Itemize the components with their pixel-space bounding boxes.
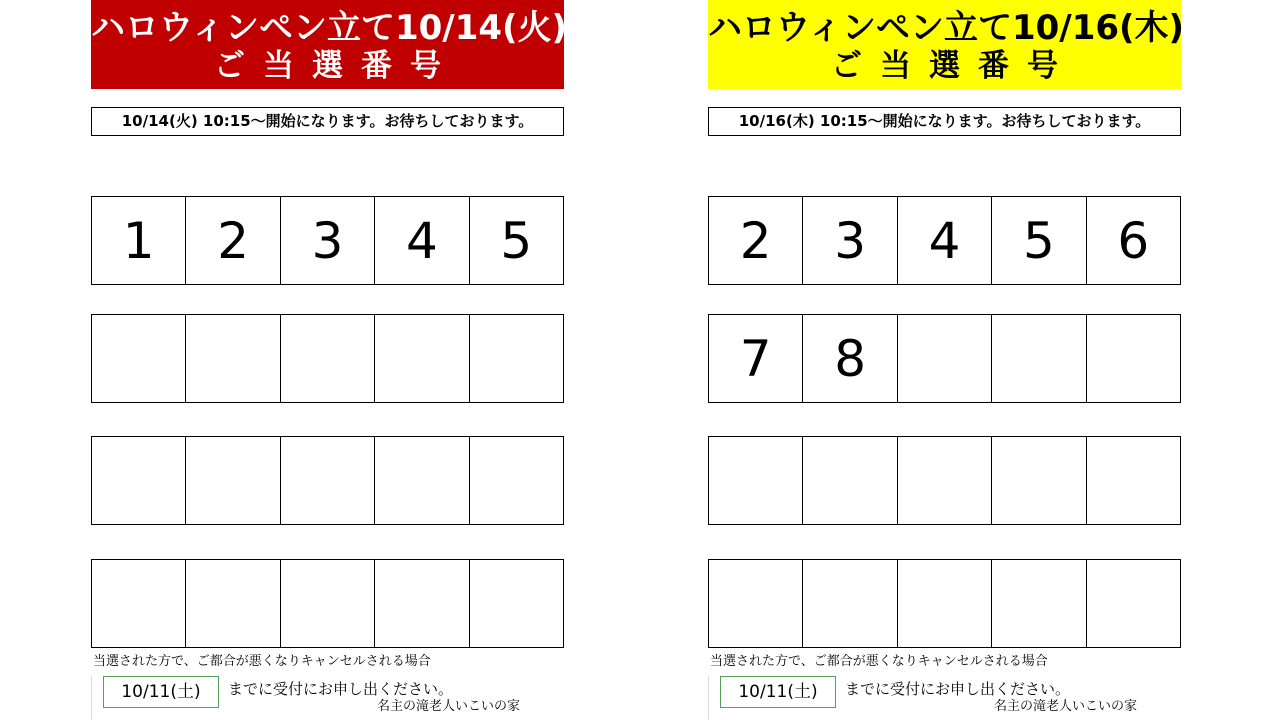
number-cell: [709, 560, 803, 647]
right-start-notice: 10/16(木) 10:15～開始になります。お待ちしております。: [708, 107, 1181, 136]
number-cell: 7: [709, 315, 803, 402]
right-number-row-3: [708, 436, 1181, 525]
sheet-gridline: [91, 676, 92, 720]
number-cell: [1087, 560, 1180, 647]
number-cell: [375, 315, 469, 402]
number-cell: [1087, 315, 1180, 402]
number-cell: [92, 560, 186, 647]
number-cell: 4: [898, 197, 992, 284]
number-cell: [803, 560, 897, 647]
left-number-row-2: [91, 314, 564, 403]
number-cell: [470, 560, 563, 647]
number-cell: 3: [803, 197, 897, 284]
right-panel: [708, 0, 1185, 720]
right-cancel-note: 当選された方で、ご都合が悪くなりキャンセルされる場合: [710, 654, 1048, 669]
left-deadline-text: までに受付にお申し出ください。: [228, 680, 454, 698]
number-cell: 6: [1117, 211, 1150, 270]
left-cancel-note: 当選された方で、ご都合が悪くなりキャンセルされる場合: [93, 654, 431, 669]
number-cell: 3: [281, 197, 375, 284]
left-organization: 名主の滝老人いこいの家: [377, 699, 521, 714]
number-cell: [898, 315, 992, 402]
number-cell: [375, 560, 469, 647]
right-banner-title: ハロウィンペン立て10/16(木): [708, 8, 1185, 48]
number-cell: [470, 315, 563, 402]
number-cell: [92, 315, 186, 402]
number-cell: [186, 560, 280, 647]
number-cell: [898, 560, 992, 647]
left-deadline-date: 10/11(土): [103, 676, 219, 708]
number-cell: [92, 437, 186, 524]
right-organization: 名主の滝老人いこいの家: [994, 699, 1138, 714]
right-banner-subtitle: ご当選番号: [831, 48, 1076, 84]
left-banner-subtitle: ご当選番号: [214, 48, 459, 84]
left-number-row-1: [91, 196, 564, 285]
left-banner-title: ハロウィンペン立て10/14(火): [91, 8, 568, 48]
number-cell: [803, 437, 897, 524]
left-number-row-3: [91, 436, 564, 525]
number-cell: [281, 437, 375, 524]
right-banner: [708, 0, 1185, 89]
number-cell: [470, 437, 563, 524]
number-cell: 5: [500, 211, 533, 270]
left-start-notice: 10/14(火) 10:15～開始になります。お待ちしております。: [91, 107, 564, 136]
number-cell: 2: [186, 197, 280, 284]
left-panel: [91, 0, 568, 720]
number-cell: [992, 560, 1086, 647]
left-banner: [91, 0, 568, 89]
number-cell: [992, 437, 1086, 524]
right-deadline-date: 10/11(土): [720, 676, 836, 708]
left-number-row-4: [91, 559, 564, 648]
number-cell: 2: [709, 197, 803, 284]
number-cell: [709, 437, 803, 524]
number-cell: [1087, 437, 1180, 524]
number-cell: 4: [375, 197, 469, 284]
right-number-row-4: [708, 559, 1181, 648]
number-cell: 8: [803, 315, 897, 402]
number-cell: [375, 437, 469, 524]
number-cell: [186, 315, 280, 402]
number-cell: 5: [992, 197, 1086, 284]
number-cell: [281, 560, 375, 647]
sheet-gridline: [708, 676, 709, 720]
number-cell: [898, 437, 992, 524]
number-cell: [186, 437, 280, 524]
right-number-row-2: [708, 314, 1181, 403]
right-number-row-1: [708, 196, 1181, 285]
number-cell: [281, 315, 375, 402]
right-deadline-text: までに受付にお申し出ください。: [845, 680, 1071, 698]
number-cell: 1: [92, 197, 186, 284]
number-cell: [992, 315, 1086, 402]
